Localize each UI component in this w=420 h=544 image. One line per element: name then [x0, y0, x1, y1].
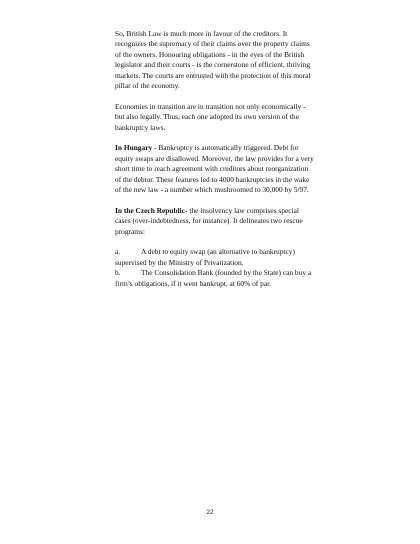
list-item-a — [115, 247, 315, 268]
czech-republic-heading: In the Czech Republic — [115, 205, 186, 215]
hungary-text: - Bankruptcy is automatically triggered. Debt for equity swaps are disallowed. Moreover, the law provides for a very short time to reach agreement with creditors about reorganization of the debtor. These features led to 4000 bankruptcies in the wake of the new law - a number which mushroomed to 30,000 by 5/97. — [115, 143, 314, 195]
list-marker-b: b. — [115, 268, 121, 278]
list-text-b: The Consolidation Bank (founded by the State) can buy a firm’s obligations, if it went bankrupt, at 60% of par. — [115, 268, 312, 288]
list-item-b — [115, 268, 315, 289]
rescue-programs-list — [115, 247, 315, 289]
paragraph-czech-republic — [115, 206, 315, 237]
page-number: 22 — [206, 509, 214, 516]
paragraph-economies-in-transition: Economies in transition are in transition not only economically - but also legally. Thus, each one adopted its own version of the bankruptcy laws. — [115, 101, 306, 132]
czech-republic-text: - the insolvency law comprises special cases (over-indebtedness, for instance). It delineates two rescue programs: — [115, 205, 303, 236]
page-body — [115, 29, 315, 299]
paragraph-british-law: So, British Law is much more in favour of the creditors. It recognizes the supremacy of their claims over the property claims of the owners. Honouring obligations - in the eyes of the British legislator and their courts - is the cornerstone of efficient, thriving markets. The courts are entrusted with the protection of this moral pillar of the economy. — [115, 29, 311, 91]
list-marker-a: a. — [115, 247, 121, 257]
paragraph-hungary — [115, 143, 315, 195]
list-text-a: A debt to equity swap (an alternative to bankruptcy) supervised by the Ministry of Privatization. — [115, 247, 295, 267]
hungary-heading: In Hungary — [115, 143, 153, 153]
